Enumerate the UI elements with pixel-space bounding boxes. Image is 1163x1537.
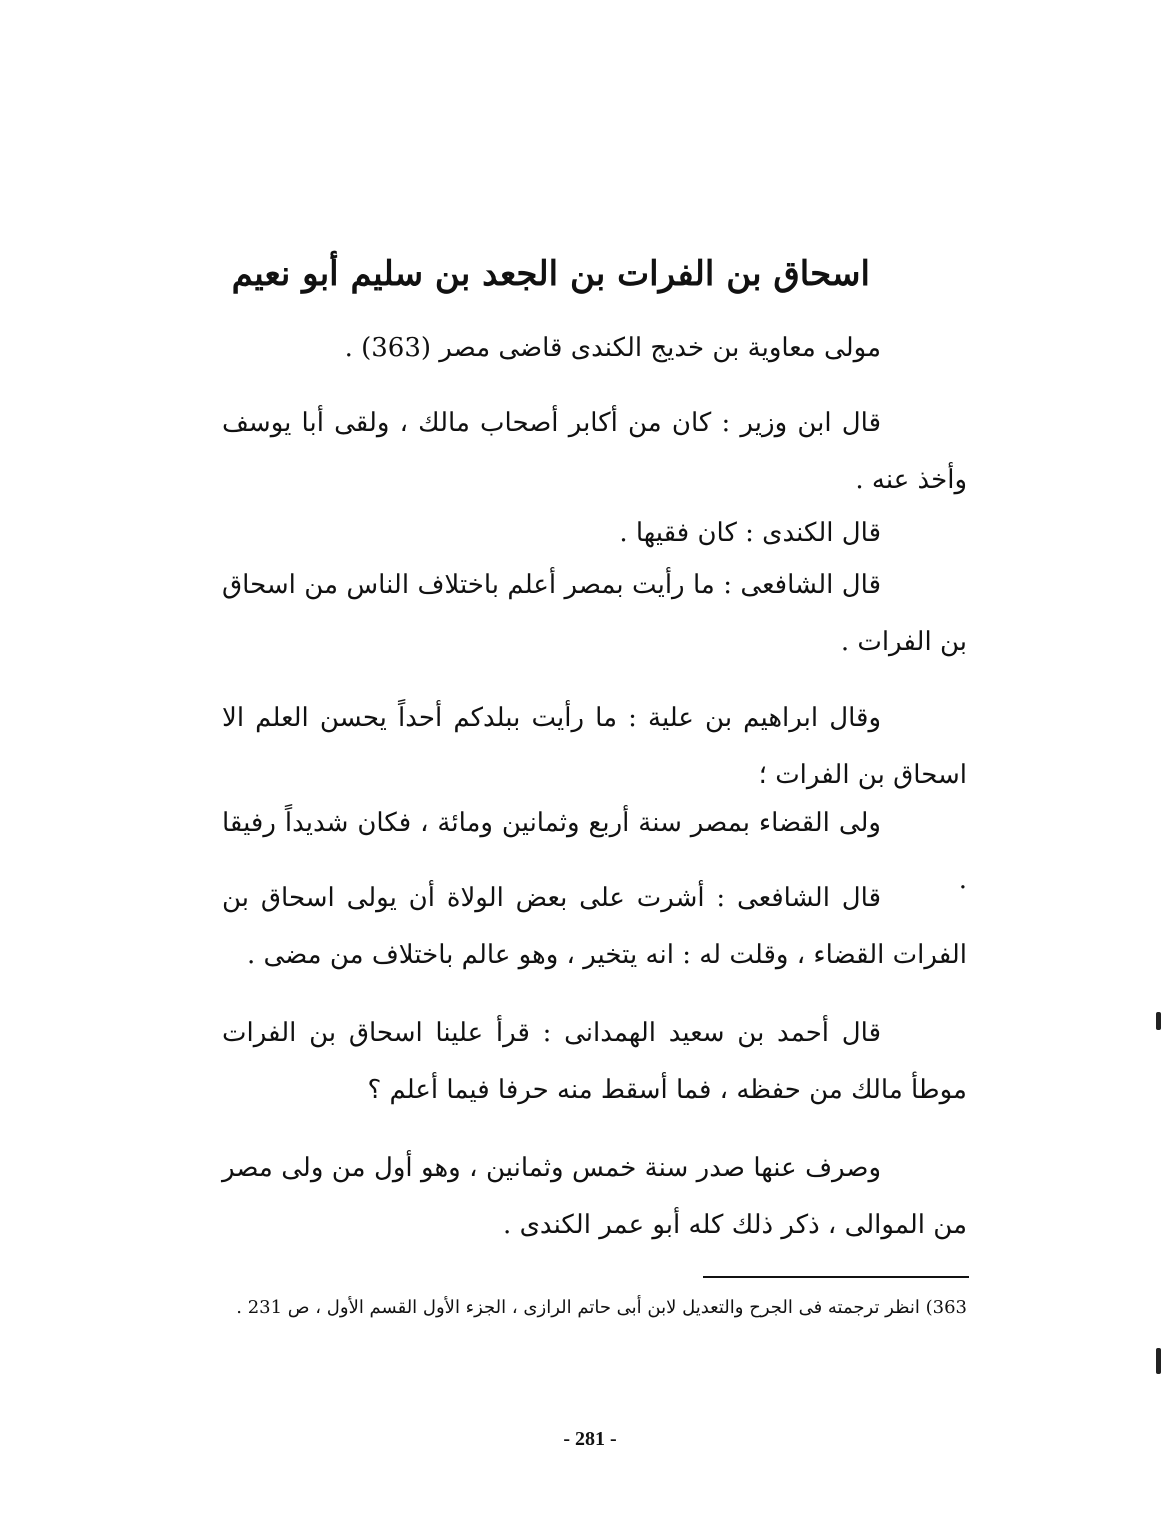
- paragraph-8: قال أحمد بن سعيد الهمدانى : قرأ علينا اسحاق بن الفرات موطأ مالك من حفظه ، فما أسقط منه حرفا فيما أعلم ؟: [222, 1018, 967, 1105]
- paragraph-5: وقال ابراهيم بن علية : ما رأيت ببلدكم أحداً يحسن العلم الا اسحاق بن الفرات ؛: [222, 703, 967, 790]
- scan-edge-mark: [1156, 1012, 1161, 1030]
- page-number: - 281 -: [563, 1428, 617, 1450]
- paragraph-7: قال الشافعى : أشرت على بعض الولاة أن يولى اسحاق بن الفرات القضاء ، وقلت له : انه يتخير ، وهو عالم باختلاف من مضى .: [222, 883, 967, 970]
- footnote-text: 363) انظر ترجمته فى الجرح والتعديل لابن أبى حاتم الرازى ، الجزء الأول القسم الأول ، ص 231 .: [236, 1297, 967, 1318]
- paragraph-3: قال الكندى : كان فقيها .: [619, 518, 881, 548]
- scan-edge-mark: [1156, 1348, 1161, 1374]
- paragraph-9: وصرف عنها صدر سنة خمس وثمانين ، وهو أول من ولى مصر من الموالى ، ذكر ذلك كله أبو عمر الكندى .: [222, 1153, 967, 1240]
- entry-title: اسحاق بن الفرات بن الجعد بن سليم أبو نعيم: [231, 254, 870, 294]
- paragraph-4: قال الشافعى : ما رأيت بمصر أعلم باختلاف الناس من اسحاق بن الفرات .: [222, 570, 967, 657]
- paragraph-1: مولى معاوية بن خديج الكندى قاضى مصر (363) .: [344, 333, 881, 363]
- paragraph-6: ولى القضاء بمصر سنة أربع وثمانين ومائة ، فكان شديداً رفيقا .: [222, 808, 967, 895]
- footnote: [222, 1294, 967, 1322]
- footnote-separator: [703, 1276, 969, 1278]
- paragraph-2: قال ابن وزير : كان من أكابر أصحاب مالك ، ولقى أبا يوسف وأخذ عنه .: [222, 408, 967, 495]
